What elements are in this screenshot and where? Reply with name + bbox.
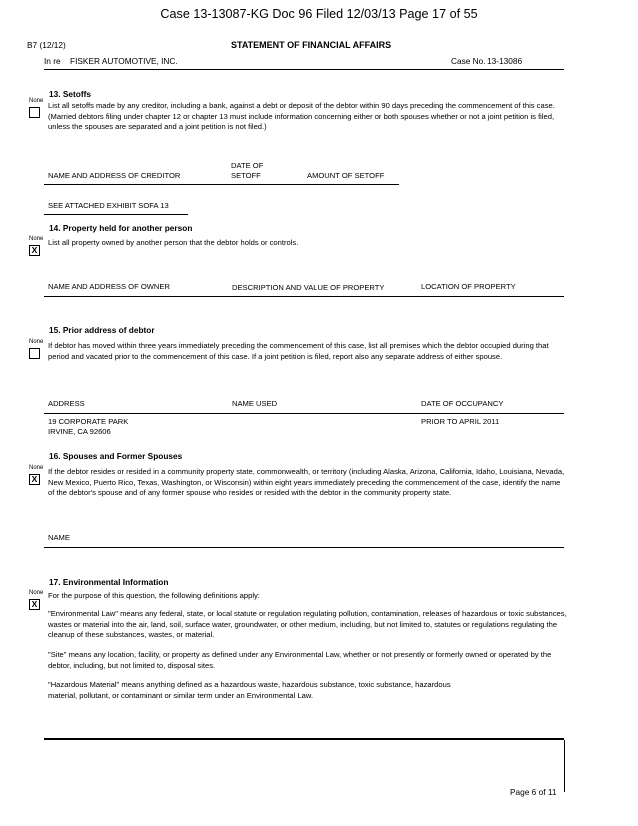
none-label: None: [29, 339, 44, 345]
section-16-none-checkbox[interactable]: X: [29, 474, 40, 485]
form-title: STATEMENT OF FINANCIAL AFFAIRS: [231, 40, 392, 50]
col-amount-of-setoff: AMOUNT OF SETOFF: [307, 171, 385, 180]
form-id: B7 (12/12): [27, 40, 66, 50]
none-label: None: [29, 98, 44, 104]
hazardous-material-definition: "Hazardous Material" means anything defined as a hazardous waste, hazardous substance, toxic substance, hazardous material, pollutant, or contaminant or similar term under an Environmental Law.: [48, 680, 451, 700]
section-16-rule: [44, 547, 564, 548]
section-13-entry: SEE ATTACHED EXHIBIT SOFA 13: [48, 201, 169, 210]
section-15-rule: [44, 413, 564, 414]
section-13-rule: [44, 184, 399, 185]
prior-address-line2: IRVINE, CA 92606: [48, 427, 111, 436]
section-17-title: 17. Environmental Information: [49, 577, 169, 587]
col-address: ADDRESS: [48, 399, 85, 408]
section-14-title: 14. Property held for another person: [49, 223, 193, 233]
case-no-label: Case No.: [451, 56, 486, 66]
col-name-used: NAME USED: [232, 399, 278, 408]
section-14-rule: [44, 296, 564, 297]
footer-side-rule: [564, 740, 565, 792]
prior-address-line1: 19 CORPORATE PARK: [48, 417, 129, 426]
section-17-rule: [44, 738, 564, 740]
page-footer: Page 6 of 11: [510, 787, 557, 797]
none-label: None: [29, 590, 44, 596]
site-definition: "Site" means any location, facility, or property as defined under any Environmental Law, whether or not presently or formerly owned or operated by the debtor, including, but not limited to, disposal sites.: [48, 650, 552, 670]
none-label: None: [29, 236, 44, 242]
section-17-none-checkbox[interactable]: X: [29, 599, 40, 610]
col-spouse-name: NAME: [48, 533, 70, 542]
section-14-description: List all property owned by another person that the debtor holds or controls.: [48, 238, 299, 247]
environmental-law-definition: "Environmental Law" means any federal, state, or local statute or regulation regulating pollution, contamination, releases of hazardous or toxic substances, wastes or material into the air, land, soil, surface water, groundwater, or other medium, including, but not limited to, statutes or regulations regulating the cleanup of these substances, wastes, or material.: [48, 609, 567, 639]
section-13-none-checkbox[interactable]: [29, 107, 40, 118]
col-owner: NAME AND ADDRESS OF OWNER: [48, 282, 170, 291]
col-location: LOCATION OF PROPERTY: [421, 282, 516, 291]
debtor-name: FISKER AUTOMOTIVE, INC.: [70, 56, 178, 66]
header-rule: [44, 69, 564, 70]
in-re-label: In re: [44, 56, 61, 66]
court-header: Case 13-13087-KG Doc 96 Filed 12/03/13 Page 17 of 55: [160, 7, 478, 21]
case-no: 13-13086: [487, 56, 523, 66]
section-16-title: 16. Spouses and Former Spouses: [49, 451, 183, 461]
none-label: None: [29, 465, 44, 471]
section-13-title: 13. Setoffs: [49, 89, 91, 99]
col-date-of: DATE OF: [231, 161, 264, 170]
section-14-none-checkbox[interactable]: X: [29, 245, 40, 256]
col-setoff: SETOFF: [231, 171, 261, 180]
col-creditor: NAME AND ADDRESS OF CREDITOR: [48, 171, 181, 180]
col-date-of-occupancy: DATE OF OCCUPANCY: [421, 399, 504, 408]
section-15-description: If debtor has moved within three years immediately preceding the commencement of this case, list all premises which the debtor occupied during that period and vacated prior to the commencement of this case. If a joint petition is filed, report also any separate address of either spouse.: [48, 341, 549, 361]
section-15-title: 15. Prior address of debtor: [49, 325, 155, 335]
section-17-intro: For the purpose of this question, the following definitions apply:: [48, 591, 260, 600]
col-description-value: DESCRIPTION AND VALUE OF PROPERTY: [232, 283, 385, 292]
section-13-entry-rule: [44, 214, 188, 215]
section-15-none-checkbox[interactable]: [29, 348, 40, 359]
occupancy-date: PRIOR TO APRIL 2011: [421, 417, 500, 426]
section-13-description: List all setoffs made by any creditor, including a bank, against a debt or deposit of the debtor within 90 days preceding the commencement of this case. (Married debtors filing under chapter 12 or chapter 13 must include information concerning either or both spouses whether or not a joint petition is filed, unless the spouses are separated and a joint petition is not filed.): [48, 101, 555, 131]
section-16-description: If the debtor resides or resided in a community property state, commonwealth, or territory (including Alaska, Arizona, California, Idaho, Louisiana, Nevada, New Mexico, Puerto Rico, Texas, Washington, or Wisconsin) within eight years immediately preceding the commencement of the case, identify the name of the debtor's spouse and of any former spouse who resides or resided with the debtor in the community property state.: [48, 467, 565, 497]
